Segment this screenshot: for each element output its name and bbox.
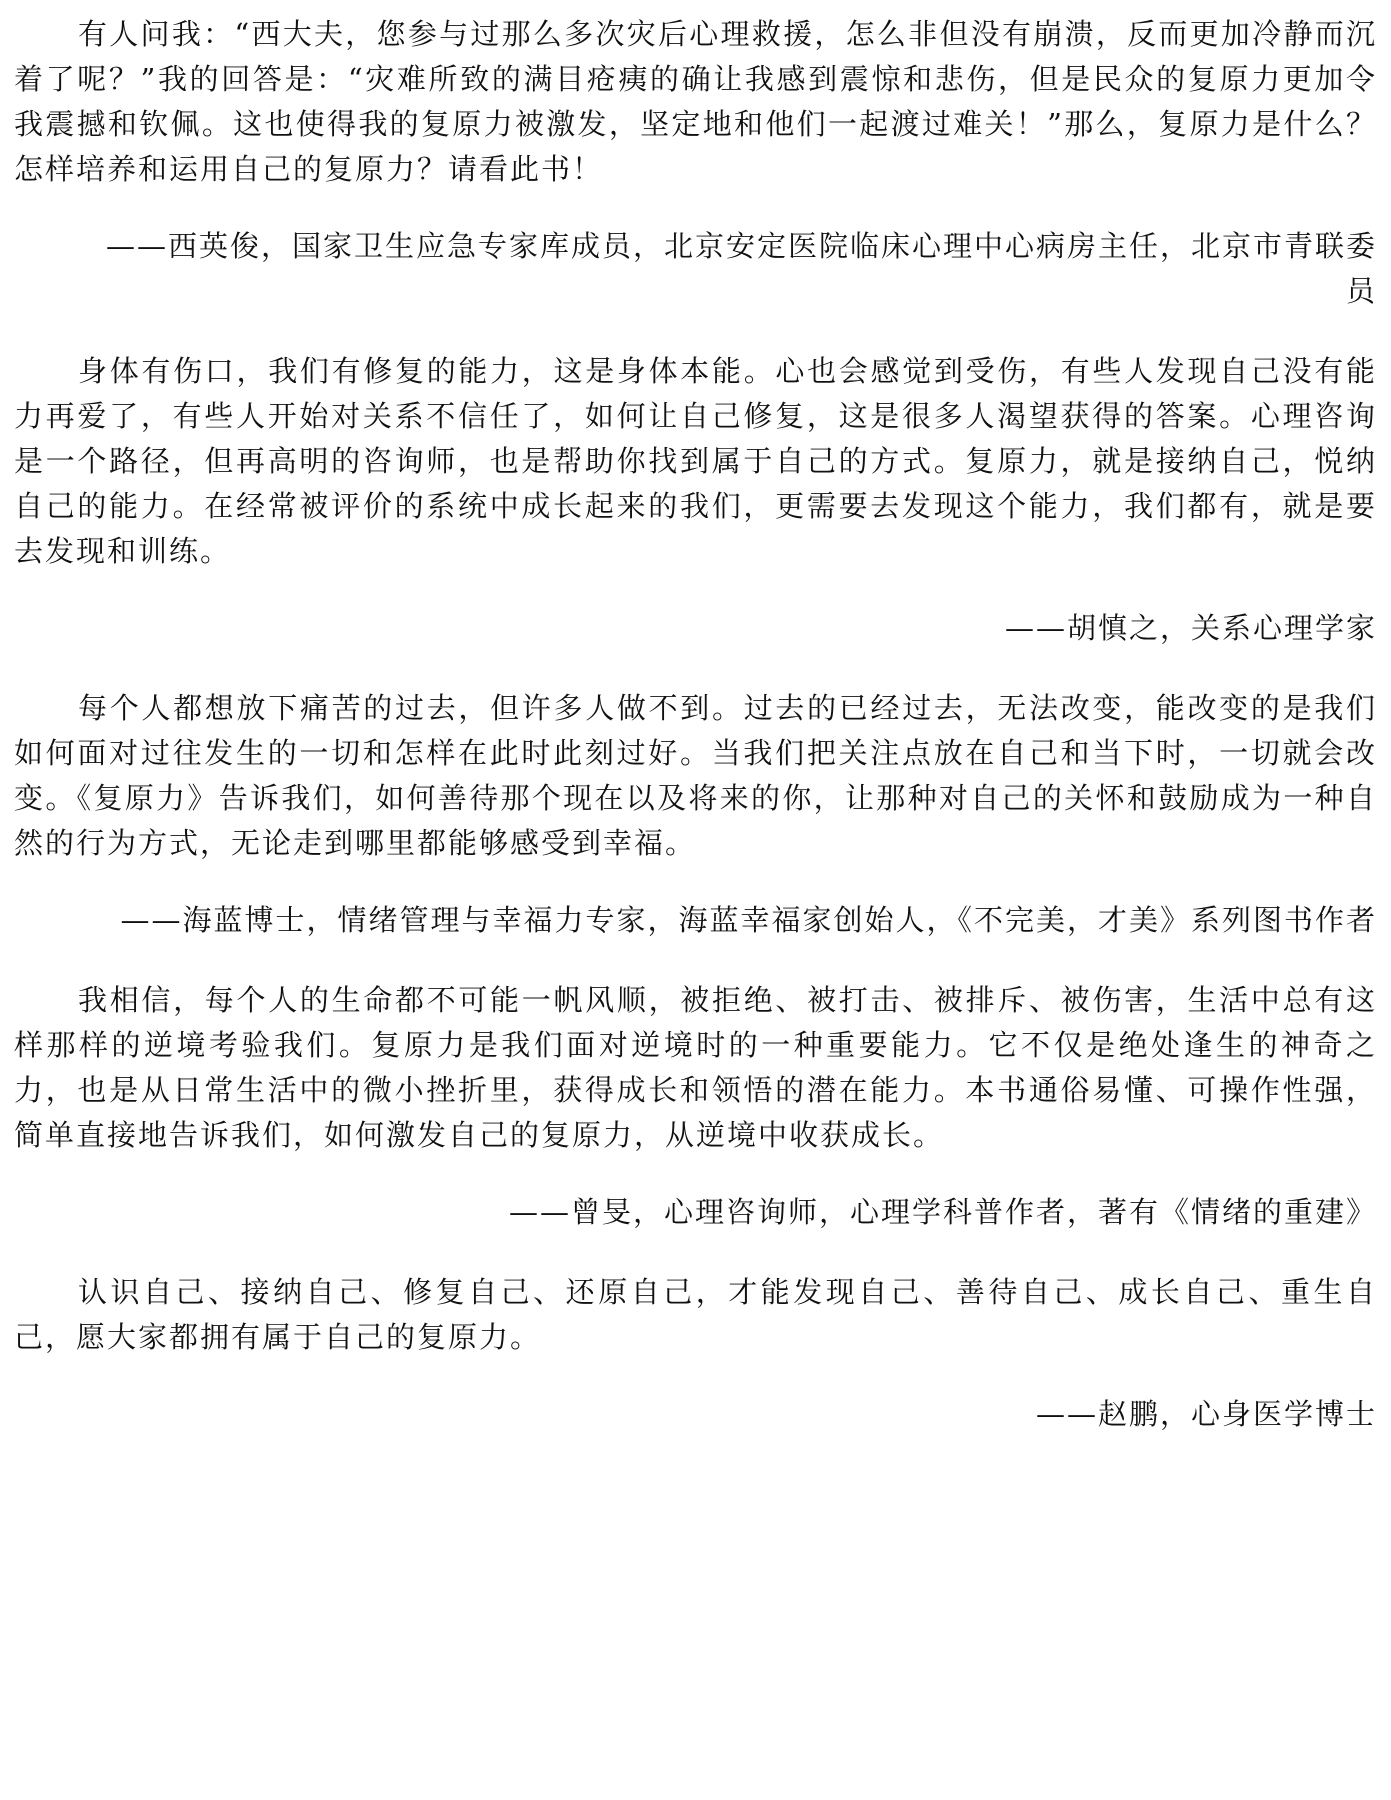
endorsement-attribution-1: ——西英俊，国家卫生应急专家库成员，北京安定医院临床心理中心病房主任，北京市青联委员 — [105, 229, 1377, 308]
endorsement-quote-2: 身体有伤口，我们有修复的能力，这是身体本能。心也会感觉到受伤，有些人发现自己没有能力再爱了，有些人开始对关系不信任了，如何让自己修复，这是很多人渴望获得的答案。心理咨询是一个路径，但再高明的咨询师，也是帮助你找到属于自己的方式。复原力，就是接纳自己，悦纳自己的能力。在经常被评价的系统中成长起来的我们，更需要去发现这个能力，我们都有，就是要去发现和训练。 — [14, 354, 1377, 568]
endorsement-attribution-3: ——海蓝博士，情绪管理与幸福力专家，海蓝幸福家创始人，《不完美，才美》系列图书作者 — [120, 903, 1377, 937]
endorsement-quote-4: 我相信，每个人的生命都不可能一帆风顺，被拒绝、被打击、被排斥、被伤害，生活中总有这样那样的逆境考验我们。复原力是我们面对逆境时的一种重要能力。它不仅是绝处逢生的神奇之力，也是从日常生活中的微小挫折里，获得成长和领悟的潜在能力。本书通俗易懂、可操作性强，简单直接地告诉我们，如何激发自己的复原力，从逆境中收获成长。 — [14, 983, 1377, 1152]
endorsement-attribution-2: ——胡慎之，关系心理学家 — [1004, 611, 1377, 645]
endorsement-attribution-4: ——曾旻，心理咨询师，心理学科普作者，著有《情绪的重建》 — [508, 1195, 1377, 1229]
endorsement-attribution-5: ——赵鹏，心身医学博士 — [1035, 1397, 1377, 1431]
endorsement-quote-5: 认识自己、接纳自己、修复自己、还原自己，才能发现自己、善待自己、成长自己、重生自己，愿大家都拥有属于自己的复原力。 — [14, 1275, 1377, 1354]
endorsements-page — [14, 12, 1377, 1437]
endorsement-quote-1: 有人问我：“西大夫，您参与过那么多次灾后心理救援，怎么非但没有崩溃，反而更加冷静而沉着了呢？”我的回答是：“灾难所致的满目疮痍的确让我感到震惊和悲伤，但是民众的复原力更加令我震撼和钦佩。这也使得我的复原力被激发，坚定地和他们一起渡过难关！”那么，复原力是什么？怎样培养和运用自己的复原力？请看此书！ — [14, 17, 1377, 186]
endorsement-quote-3: 每个人都想放下痛苦的过去，但许多人做不到。过去的已经过去，无法改变，能改变的是我们如何面对过往发生的一切和怎样在此时此刻过好。当我们把关注点放在自己和当下时，一切就会改变。《复原力》告诉我们，如何善待那个现在以及将来的你，让那种对自己的关怀和鼓励成为一种自然的行为方式，无论走到哪里都能够感受到幸福。 — [14, 691, 1377, 860]
